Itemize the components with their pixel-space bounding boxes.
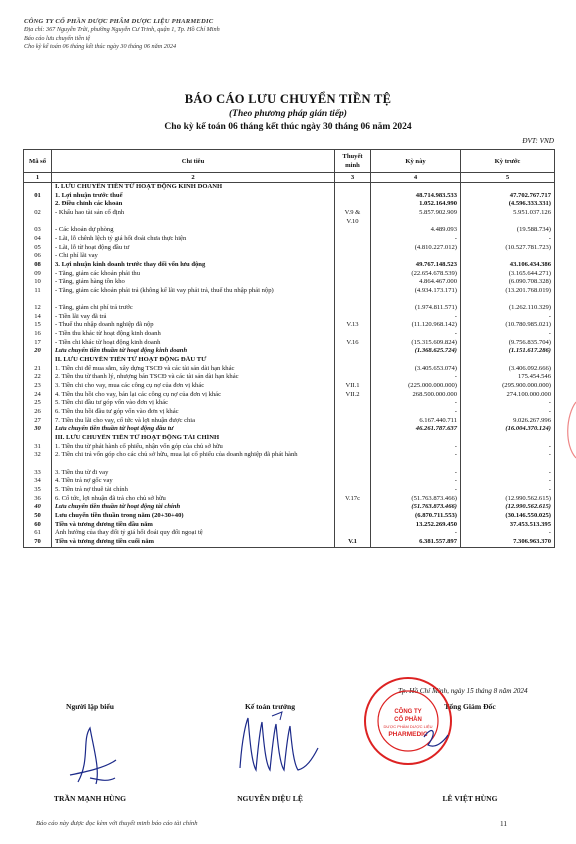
- row-code: 26: [24, 408, 52, 417]
- company-address: Địa chỉ: 367 Nguyễn Trãi, phường Nguyễn Cư Trinh, quận 1, Tp. Hồ Chí Minh: [24, 26, 220, 34]
- table-row: [24, 287, 555, 304]
- row-prior: (12.990.562.615): [461, 503, 555, 512]
- row-prior: -: [461, 529, 555, 538]
- svg-text:CỔ PHẦN: CỔ PHẦN: [394, 717, 422, 723]
- row-prior: (12.990.562.615): [461, 495, 555, 504]
- table-row: [24, 235, 555, 244]
- table-row: [24, 244, 555, 253]
- col-number: 3: [335, 173, 371, 183]
- row-code: 12: [24, 304, 52, 313]
- row-current: 13.252.269.450: [371, 521, 461, 530]
- row-item: 5. Tiền trả nợ thuê tài chính: [52, 486, 335, 495]
- cash-flow-rows: [24, 183, 555, 548]
- row-note: [335, 503, 371, 512]
- row-prior: 5.951.037.126: [461, 209, 555, 226]
- col-header-current: Kỳ này: [371, 150, 461, 173]
- row-note: [335, 330, 371, 339]
- row-prior: [461, 356, 555, 365]
- row-current: 4.864.467.000: [371, 278, 461, 287]
- row-note: [335, 313, 371, 322]
- table-row: [24, 538, 555, 547]
- row-code: 70: [24, 538, 52, 547]
- row-current: (11.120.968.142): [371, 321, 461, 330]
- row-item: 7. Tiền thu lãi cho vay, cổ tức và lợi nhuận được chia: [52, 417, 335, 426]
- row-prior: (10.527.781.723): [461, 244, 555, 253]
- row-current: (4.810.227.012): [371, 244, 461, 253]
- row-code: 17: [24, 339, 52, 348]
- table-row: [24, 278, 555, 287]
- row-current: -: [371, 477, 461, 486]
- row-note: [335, 512, 371, 521]
- row-prior: -: [461, 486, 555, 495]
- row-note: V.9 & V.10: [335, 209, 371, 226]
- row-current: -: [371, 451, 461, 468]
- row-code: 31: [24, 443, 52, 452]
- place-date: Tp. Hồ Chí Minh, ngày 15 tháng 8 năm 2024: [398, 687, 528, 695]
- row-note: V.1: [335, 538, 371, 547]
- row-code: 16: [24, 330, 52, 339]
- row-current: [371, 434, 461, 443]
- row-item: Lưu chuyển tiền thuần từ hoạt động đầu tư: [52, 425, 335, 434]
- row-note: [335, 235, 371, 244]
- table-row: [24, 183, 555, 192]
- svg-text:CÔNG TY: CÔNG TY: [394, 709, 422, 715]
- row-prior: -: [461, 235, 555, 244]
- table-row: [24, 226, 555, 235]
- row-code: 22: [24, 373, 52, 382]
- row-note: [335, 365, 371, 374]
- row-code: 61: [24, 529, 52, 538]
- row-item: - Tiền lãi vay đã trả: [52, 313, 335, 322]
- row-item: Tiền và tương đương tiền đầu năm: [52, 521, 335, 530]
- row-item: 1. Tiền chi để mua sắm, xây dựng TSCĐ và các tài sản dài hạn khác: [52, 365, 335, 374]
- row-note: [335, 356, 371, 365]
- row-prior: -: [461, 330, 555, 339]
- row-current: -: [371, 469, 461, 478]
- row-prior: -: [461, 477, 555, 486]
- row-prior: (1.151.617.286): [461, 347, 555, 356]
- col-header-item: Chỉ tiêu: [52, 150, 335, 173]
- row-item: 5. Tiền chi đầu tư góp vốn vào đơn vị khác: [52, 399, 335, 408]
- cash-flow-table: [23, 149, 555, 548]
- row-current: [371, 356, 461, 365]
- preparer-title: Người lập biểu: [65, 702, 114, 711]
- row-code: 40: [24, 503, 52, 512]
- row-current: (1.368.625.724): [371, 347, 461, 356]
- table-row: [24, 373, 555, 382]
- row-prior: 37.453.513.395: [461, 521, 555, 530]
- row-code: 03: [24, 226, 52, 235]
- row-prior: [461, 252, 555, 261]
- row-item: 3. Tiền chi cho vay, mua các công cụ nợ của đơn vị khác: [52, 382, 335, 391]
- col-number: 5: [461, 173, 555, 183]
- row-item: - Khấu hao tài sản cố định: [52, 209, 335, 226]
- row-code: 14: [24, 313, 52, 322]
- row-note: [335, 451, 371, 468]
- row-code: 06: [24, 252, 52, 261]
- table-row: [24, 443, 555, 452]
- director-name: LÊ VIỆT HÙNG: [442, 794, 498, 803]
- row-current: 5.857.902.909: [371, 209, 461, 226]
- row-item: - Chi phí lãi vay: [52, 252, 335, 261]
- row-prior: (4.596.333.331): [461, 200, 555, 209]
- row-note: [335, 417, 371, 426]
- row-note: VII.1: [335, 382, 371, 391]
- row-prior: -: [461, 451, 555, 468]
- footer-note: Báo cáo này được đọc kèm với thuyết minh báo cáo tài chính: [36, 820, 198, 827]
- table-row: [24, 339, 555, 348]
- row-prior: -: [461, 469, 555, 478]
- row-item: - Tăng, giảm các khoản phải thu: [52, 270, 335, 279]
- row-note: [335, 270, 371, 279]
- row-code: [24, 356, 52, 365]
- table-row: [24, 252, 555, 261]
- row-note: [335, 226, 371, 235]
- table-row: [24, 503, 555, 512]
- col-header-note: Thuyết minh: [335, 150, 371, 173]
- page-title: BÁO CÁO LƯU CHUYỂN TIỀN TỆ: [184, 92, 392, 106]
- row-current: 48.714.983.533: [371, 192, 461, 201]
- row-prior: [461, 434, 555, 443]
- row-item: 2. Điều chỉnh các khoản: [52, 200, 335, 209]
- table-row: [24, 356, 555, 365]
- row-code: 36: [24, 495, 52, 504]
- accountant-title: Kế toán trưởng: [244, 702, 296, 711]
- row-item: Ảnh hưởng của thay đổi tỷ giá hối đoái quy đổi ngoại tệ: [52, 529, 335, 538]
- row-code: 15: [24, 321, 52, 330]
- company-name: CÔNG TY CỔ PHẦN DƯỢC PHẨM DƯỢC LIỆU PHARMEDIC: [24, 18, 214, 25]
- page-subtitle: (Theo phương pháp gián tiếp): [229, 109, 347, 119]
- table-row: [24, 192, 555, 201]
- row-prior: (6.090.708.328): [461, 278, 555, 287]
- row-current: -: [371, 408, 461, 417]
- row-prior: 43.106.434.386: [461, 261, 555, 270]
- report-period: Cho kỳ kế toán 06 tháng kết thúc ngày 30 tháng 06 năm 2024: [164, 122, 412, 132]
- accountant-signature: [232, 708, 322, 783]
- report-period-line: Cho kỳ kế toán 06 tháng kết thúc ngày 30 tháng 06 năm 2024: [24, 43, 177, 51]
- row-current: -: [371, 313, 461, 322]
- row-current: 4.489.093: [371, 226, 461, 235]
- row-code: 08: [24, 261, 52, 270]
- row-code: 09: [24, 270, 52, 279]
- row-prior: (13.201.768.019): [461, 287, 555, 304]
- row-item: 1. Lợi nhuận trước thuế: [52, 192, 335, 201]
- row-code: 33: [24, 469, 52, 478]
- row-prior: -: [461, 313, 555, 322]
- report-name-line: Báo cáo lưu chuyển tiền tệ: [24, 34, 91, 42]
- row-current: (51.763.873.466): [371, 495, 461, 504]
- row-note: [335, 434, 371, 443]
- row-note: [335, 287, 371, 304]
- row-item: - Các khoản dự phòng: [52, 226, 335, 235]
- table-row: [24, 330, 555, 339]
- table-row: [24, 321, 555, 330]
- row-item: - Tăng, giảm hàng tồn kho: [52, 278, 335, 287]
- table-row: [24, 313, 555, 322]
- table-row: [24, 304, 555, 313]
- row-code: 34: [24, 477, 52, 486]
- row-current: (3.405.653.074): [371, 365, 461, 374]
- row-current: 49.767.148.523: [371, 261, 461, 270]
- row-item: - Tăng, giảm các khoản phải trả (không kể lãi vay phải trả, thuế thu nhập phải nộp): [52, 287, 335, 304]
- row-current: 6.381.557.897: [371, 538, 461, 547]
- row-current: 6.167.440.711: [371, 417, 461, 426]
- row-item: Lưu chuyển tiền thuần trong năm (20+30+40): [52, 512, 335, 521]
- table-row: [24, 469, 555, 478]
- row-note: [335, 347, 371, 356]
- row-item: - Lãi, lỗ chênh lệch tỷ giá hối đoái chưa thực hiện: [52, 235, 335, 244]
- row-current: (51.763.873.466): [371, 503, 461, 512]
- row-current: -: [371, 235, 461, 244]
- row-note: [335, 425, 371, 434]
- row-code: 50: [24, 512, 52, 521]
- accountant-name: NGUYỄN DIỆU LỆ: [237, 794, 303, 803]
- row-current: 1.052.164.990: [371, 200, 461, 209]
- row-code: [24, 200, 52, 209]
- row-item: - Tăng, giảm chi phí trả trước: [52, 304, 335, 313]
- row-code: 21: [24, 365, 52, 374]
- row-item: II. LƯU CHUYỂN TIỀN TỪ HOẠT ĐỘNG ĐẦU TƯ: [52, 356, 335, 365]
- row-item: 4. Tiền trả nợ gốc vay: [52, 477, 335, 486]
- table-row: [24, 417, 555, 426]
- table-row: [24, 382, 555, 391]
- row-prior: -: [461, 399, 555, 408]
- row-item: - Tiền thu khác từ hoạt động kinh doanh: [52, 330, 335, 339]
- row-current: (4.934.173.171): [371, 287, 461, 304]
- col-number: 1: [24, 173, 52, 183]
- row-code: 02: [24, 209, 52, 226]
- row-current: [371, 183, 461, 192]
- row-code: 05: [24, 244, 52, 253]
- row-prior: 7.306.963.370: [461, 538, 555, 547]
- row-code: 04: [24, 235, 52, 244]
- row-note: [335, 469, 371, 478]
- row-prior: (19.588.734): [461, 226, 555, 235]
- row-current: -: [371, 330, 461, 339]
- row-prior: (295.900.000.000): [461, 382, 555, 391]
- table-row: [24, 209, 555, 226]
- table-row: [24, 529, 555, 538]
- row-item: 2. Tiền thu từ thanh lý, nhượng bán TSCĐ và các tài sản dài hạn khác: [52, 373, 335, 382]
- row-code: 35: [24, 486, 52, 495]
- row-current: (6.870.711.553): [371, 512, 461, 521]
- table-row: [24, 521, 555, 530]
- row-code: 60: [24, 521, 52, 530]
- row-item: 4. Tiền thu hồi cho vay, bán lại các công cụ nợ của đơn vị khác: [52, 391, 335, 400]
- row-prior: 9.026.267.996: [461, 417, 555, 426]
- row-note: VII.2: [335, 391, 371, 400]
- row-code: 24: [24, 391, 52, 400]
- table-row: [24, 270, 555, 279]
- row-item: 6. Cổ tức, lợi nhuận đã trả cho chủ sở hữu: [52, 495, 335, 504]
- row-note: [335, 521, 371, 530]
- table-row: [24, 486, 555, 495]
- row-item: 3. Tiền thu từ đi vay: [52, 469, 335, 478]
- row-item: - Thuế thu nhập doanh nghiệp đã nộp: [52, 321, 335, 330]
- row-note: [335, 192, 371, 201]
- row-note: [335, 200, 371, 209]
- preparer-name: TRẦN MẠNH HÙNG: [53, 794, 127, 803]
- col-number: 2: [52, 173, 335, 183]
- row-prior: (3.165.644.271): [461, 270, 555, 279]
- currency-unit: ĐVT: VND: [522, 137, 554, 145]
- table-row: [24, 477, 555, 486]
- row-current: -: [371, 443, 461, 452]
- row-current: (15.315.609.824): [371, 339, 461, 348]
- table-row: [24, 365, 555, 374]
- row-current: -: [371, 486, 461, 495]
- row-prior: 274.100.000.000: [461, 391, 555, 400]
- row-prior: (16.004.370.124): [461, 425, 555, 434]
- row-note: V.17c: [335, 495, 371, 504]
- row-note: V.16: [335, 339, 371, 348]
- row-prior: 47.702.767.717: [461, 192, 555, 201]
- row-note: [335, 304, 371, 313]
- document-header: [24, 18, 220, 52]
- row-note: V.13: [335, 321, 371, 330]
- row-item: 6. Tiền thu hồi đầu tư góp vốn vào đơn vị khác: [52, 408, 335, 417]
- row-code: 11: [24, 287, 52, 304]
- row-current: (22.654.678.539): [371, 270, 461, 279]
- row-prior: -: [461, 408, 555, 417]
- col-header-code: Mã số: [24, 150, 52, 173]
- director-title: Tổng Giám Đốc: [444, 702, 496, 711]
- table-row: [24, 512, 555, 521]
- row-item: - Lãi, lỗ từ hoạt động đầu tư: [52, 244, 335, 253]
- row-prior: (1.262.110.329): [461, 304, 555, 313]
- row-code: [24, 434, 52, 443]
- row-item: Lưu chuyển tiền thuần từ hoạt động kinh doanh: [52, 347, 335, 356]
- row-note: [335, 278, 371, 287]
- row-item: 3. Lợi nhuận kinh doanh trước thay đổi vốn lưu động: [52, 261, 335, 270]
- preparer-signature: [60, 720, 120, 790]
- row-note: [335, 373, 371, 382]
- row-note: [335, 252, 371, 261]
- row-prior: (3.406.092.666): [461, 365, 555, 374]
- row-code: 30: [24, 425, 52, 434]
- row-code: [24, 183, 52, 192]
- row-note: [335, 529, 371, 538]
- row-code: 01: [24, 192, 52, 201]
- row-item: - Tiền chi khác từ hoạt động kinh doanh: [52, 339, 335, 348]
- row-prior: -: [461, 443, 555, 452]
- row-prior: 175.454.546: [461, 373, 555, 382]
- row-code: 20: [24, 347, 52, 356]
- col-number: 4: [371, 173, 461, 183]
- row-note: [335, 486, 371, 495]
- row-code: 10: [24, 278, 52, 287]
- svg-text:PHARMEDIC: PHARMEDIC: [388, 731, 428, 738]
- table-row: [24, 391, 555, 400]
- company-stamp: [362, 675, 454, 767]
- table-row: [24, 451, 555, 468]
- row-note: [335, 408, 371, 417]
- row-current: 46.261.787.637: [371, 425, 461, 434]
- row-item: I. LƯU CHUYỂN TIỀN TỪ HOẠT ĐỘNG KINH DOANH: [52, 183, 335, 192]
- table-row: [24, 425, 555, 434]
- margin-stamp-fragment: [556, 400, 576, 460]
- row-current: (1.974.811.571): [371, 304, 461, 313]
- row-current: -: [371, 373, 461, 382]
- table-row: [24, 408, 555, 417]
- table-row: [24, 434, 555, 443]
- row-current: (225.000.000.000): [371, 382, 461, 391]
- table-row: [24, 399, 555, 408]
- row-code: 32: [24, 451, 52, 468]
- row-item: 1. Tiền thu từ phát hành cổ phiếu, nhận vốn góp của chủ sở hữu: [52, 443, 335, 452]
- table-row: [24, 261, 555, 270]
- row-prior: [461, 183, 555, 192]
- row-prior: (10.780.985.021): [461, 321, 555, 330]
- table-row: [24, 347, 555, 356]
- row-code: 27: [24, 417, 52, 426]
- row-item: 2. Tiền chi trả vốn góp cho các chủ sở hữu, mua lại cổ phiếu của doanh nghiệp đã phát hành: [52, 451, 335, 468]
- svg-text:DƯỢC PHẨM DƯỢC LIỆU: DƯỢC PHẨM DƯỢC LIỆU: [383, 724, 433, 729]
- row-note: [335, 443, 371, 452]
- row-current: -: [371, 399, 461, 408]
- col-header-prior: Kỳ trước: [461, 150, 555, 173]
- table-row: [24, 495, 555, 504]
- row-current: 268.500.000.000: [371, 391, 461, 400]
- page-number: 11: [500, 820, 507, 828]
- row-code: 25: [24, 399, 52, 408]
- row-item: III. LƯU CHUYỂN TIỀN TỪ HOẠT ĐỘNG TÀI CHÍNH: [52, 434, 335, 443]
- row-note: [335, 261, 371, 270]
- row-note: [335, 183, 371, 192]
- row-current: -: [371, 529, 461, 538]
- table-row: [24, 200, 555, 209]
- row-code: 23: [24, 382, 52, 391]
- row-prior: (30.146.550.025): [461, 512, 555, 521]
- row-note: [335, 244, 371, 253]
- row-current: [371, 252, 461, 261]
- row-note: [335, 399, 371, 408]
- row-item: Lưu chuyển tiền thuần từ hoạt động tài chính: [52, 503, 335, 512]
- row-item: Tiền và tương đương tiền cuối năm: [52, 538, 335, 547]
- row-note: [335, 477, 371, 486]
- row-prior: (9.756.835.704): [461, 339, 555, 348]
